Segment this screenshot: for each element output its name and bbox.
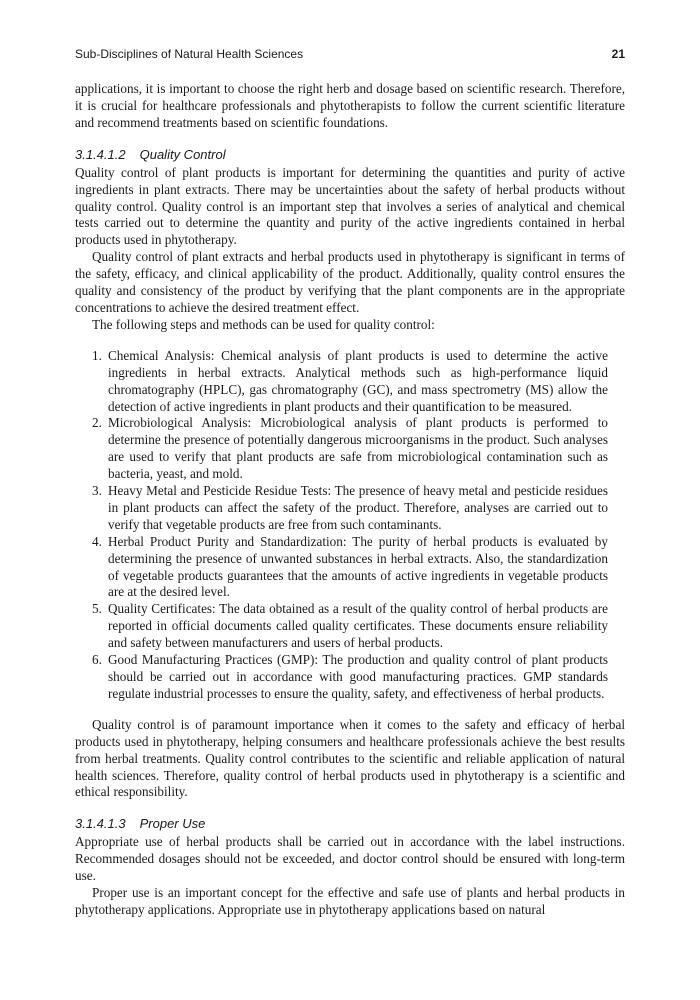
paragraph: Quality control of plant products is important for determining the quantities and purity of active ingredients in plant extracts. There may be uncertainties about the safety of herbal products without quality control. Quality control is an important step that involves a series of analytical and chemical tests carried out to determine the quantity and purity of the active ingredients contained in herbal products used in phytotherapy. bbox=[75, 164, 625, 248]
closing-paragraph: Quality control is of paramount importance when it comes to the safety and efficacy of herbal products used in phytotherapy, helping consumers and healthcare professionals achieve the best results from herbal treatments. Quality control contributes to the scientific and reliable application of natural health sciences. Therefore, quality control of herbal products used in phytotherapy is a scientific and ethical responsibility. bbox=[75, 716, 625, 800]
list-item-text: Chemical Analysis: Chemical analysis of plant products is used to determine the active ingredients in herbal extracts. Analytical methods such as high-performance liquid chromatography (HPLC), gas chromatography (GC), and mass spectrometry (MS) allow the detection of active ingredients in plant products and their quantification to be measured. bbox=[108, 347, 608, 414]
running-title: Sub-Disciplines of Natural Health Sciences bbox=[75, 47, 304, 61]
list-marker: 3. bbox=[92, 483, 102, 499]
list-marker: 4. bbox=[92, 533, 102, 549]
list-item-text: Heavy Metal and Pesticide Residue Tests: The presence of heavy metal and pesticide residues in plant products can affect the safety of the product. Therefore, analyses are carried out to verify that vegetable products are free from such contaminants. bbox=[108, 483, 608, 532]
section-number: 3.1.4.1.3 bbox=[75, 816, 126, 832]
page-number: 21 bbox=[611, 47, 625, 61]
body-text bbox=[75, 81, 625, 919]
list-item-text: Herbal Product Purity and Standardization: The purity of herbal products is evaluated by determining the presence of unwanted substances in herbal extracts. Also, the standardization of vegetable products guarantees that the amounts of active ingredients in vegetable products are at the desired level. bbox=[108, 533, 608, 600]
list-item-text: Good Manufacturing Practices (GMP): The production and quality control of plant products should be carried out in accordance with good manufacturing practices. GMP standards regulate industrial processes to ensure the quality, safety, and effectiveness of herbal products. bbox=[108, 652, 608, 701]
list-item bbox=[75, 652, 625, 703]
list-marker: 5. bbox=[92, 601, 102, 617]
quality-control-steps-list bbox=[75, 348, 625, 703]
paragraph: Appropriate use of herbal products shall be carried out in accordance with the label instructions. Recommended dosages should not be exceeded, and doctor control should be ensured with long-term use. bbox=[75, 834, 625, 884]
list-marker: 2. bbox=[92, 415, 102, 431]
paragraph: The following steps and methods can be used for quality control: bbox=[92, 316, 435, 332]
intro-paragraph: applications, it is important to choose the right herb and dosage based on scientific research. Therefore, it is crucial for healthcare professionals and phytotherapists to follow the current scientific literature and recommend treatments based on scientific foundations. bbox=[75, 81, 625, 130]
list-item bbox=[75, 415, 625, 483]
paragraph: Proper use is an important concept for the effective and safe use of plants and herbal products in phytotherapy applications. Appropriate use in phytotherapy applications based on natural bbox=[75, 885, 625, 917]
list-item bbox=[75, 348, 625, 416]
section-heading-quality-control bbox=[75, 146, 625, 163]
list-item-text: Microbiological Analysis: Microbiological analysis of plant products is performed to determine the presence of potentially dangerous microorganisms in the product. Such analyses are used to verify that plant products are safe from microbiological contamination such as bacteria, yeast, and mold. bbox=[108, 415, 608, 482]
section-number: 3.1.4.1.2 bbox=[75, 146, 126, 162]
paragraph: Quality control of plant extracts and herbal products used in phytotherapy is significant in terms of the safety, efficacy, and clinical applicability of the product. Additionally, quality control ensures the quality and consistency of the product by verifying that the plant components are in the appropriate concentrations to achieve the desired treatment effect. bbox=[75, 249, 625, 315]
section-heading-proper-use bbox=[75, 815, 625, 832]
running-header bbox=[75, 47, 625, 65]
list-item bbox=[75, 483, 625, 534]
section-title: Quality Control bbox=[139, 146, 226, 162]
list-item bbox=[75, 601, 625, 652]
list-item-text: Quality Certificates: The data obtained as a result of the quality control of herbal products are reported in official documents called quality certificates. These documents ensure reliability and safety between manufacturers and users of herbal products. bbox=[108, 601, 608, 651]
list-item bbox=[75, 534, 625, 602]
section-title: Proper Use bbox=[139, 816, 206, 832]
list-marker: 1. bbox=[92, 347, 102, 363]
list-marker: 6. bbox=[92, 652, 102, 668]
